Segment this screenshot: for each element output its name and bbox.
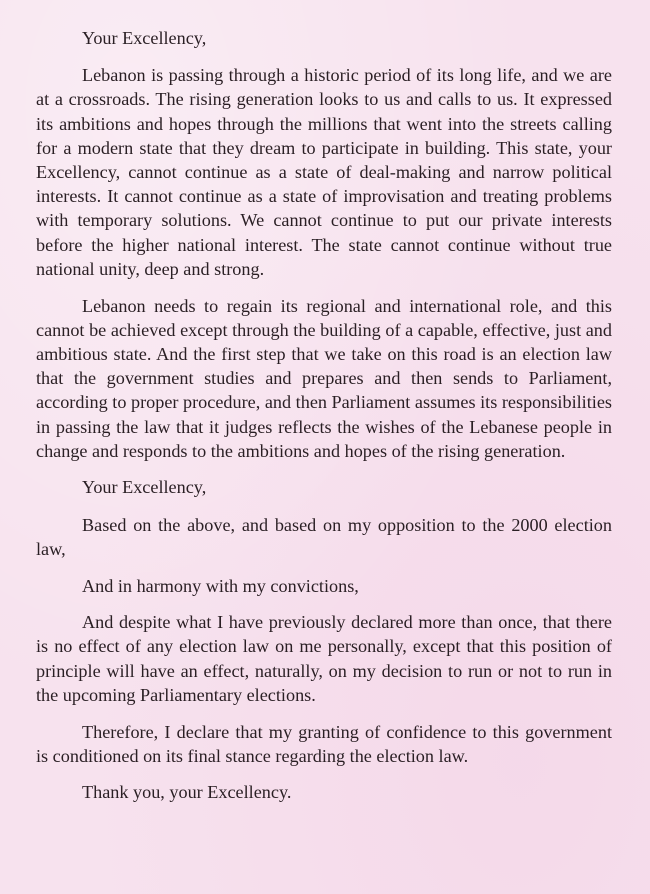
- salutation-opening: Your Excellency,: [82, 28, 207, 48]
- paragraph-crossroads: Lebanon is passing through a historic period of its long life, and we are at a crossroads. The rising generation looks to us and calls to us. It expressed its ambitions and hopes through the millions that went into the streets calling for a modern state that they dream to participate in building. This state, your Excellency, cannot continue as a state of deal-making and narrow political interests. It cannot continue as a state of improvisation and treating problems with temporary solutions. We cannot continue to put our private interests before the higher national interest. The state cannot continue without true national unity, deep and strong.: [36, 65, 612, 279]
- salutation-second: Your Excellency,: [82, 477, 207, 498]
- paragraph-convictions: And in harmony with my convictions,: [82, 575, 359, 596]
- paragraph-personal-effect: And despite what I have previously declared more than once, that there is no effect of any election law on me personally, except that this position of principle will have an effect, naturally, on my decision to run or not to run in the upcoming Parliamentary elections.: [36, 612, 612, 705]
- paragraph-declaration: Therefore, I declare that my granting of confidence to this government is conditioned on its final stance regarding the election law.: [36, 721, 612, 766]
- paragraph-opposition: Based on the above, and based on my opposition to the 2000 election law,: [36, 514, 612, 559]
- paragraph-regional-role: Lebanon needs to regain its regional and international role, and this cannot be achieved except through the building of a capable, effective, just and ambitious state. And the first step that we take on this road is an election law that the government studies and prepares and then sends to Parliament, according to proper procedure, and then Parliament assumes its responsibilities in passing the law that it judges reflects the wishes of the Lebanese people in change and responds to the ambitions and hopes of the rising generation.: [36, 295, 612, 461]
- closing-line: Thank you, your Excellency.: [82, 782, 292, 803]
